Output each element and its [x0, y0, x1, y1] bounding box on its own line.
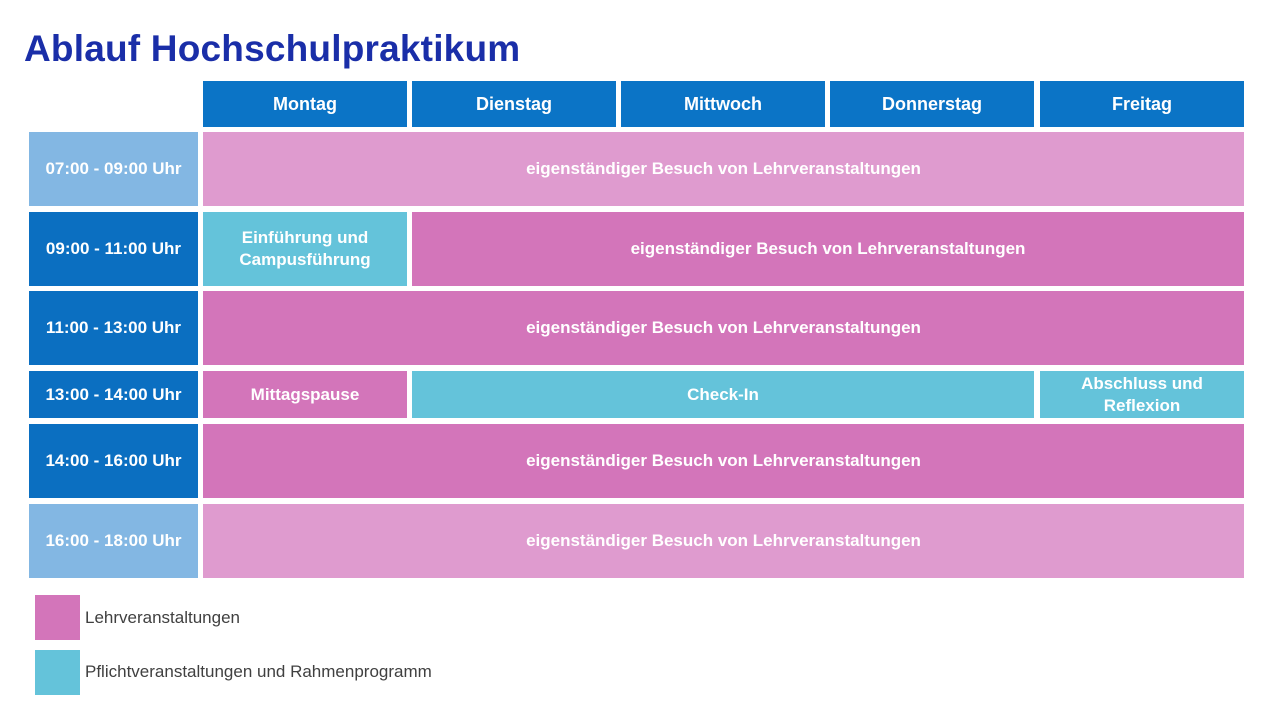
- event-lunch-break: Mittagspause: [203, 371, 407, 418]
- time-slot-1300: 13:00 - 14:00 Uhr: [29, 371, 198, 418]
- event-self-study-1100: eigenständiger Besuch von Lehrveranstaltungen: [203, 291, 1244, 365]
- legend-label-pflichtveranstaltungen: Pflichtveranstaltungen und Rahmenprogramm: [85, 662, 432, 681]
- day-header-mittwoch: Mittwoch: [621, 81, 825, 127]
- event-closing-reflection: Abschluss und Reflexion: [1040, 371, 1244, 418]
- time-slot-0900: 09:00 - 11:00 Uhr: [29, 212, 198, 286]
- event-self-study-0700: eigenständiger Besuch von Lehrveranstaltungen: [203, 132, 1244, 206]
- event-self-study-1600: eigenständiger Besuch von Lehrveranstaltungen: [203, 504, 1244, 578]
- day-header-freitag: Freitag: [1040, 81, 1244, 127]
- page-title: Ablauf Hochschulpraktikum: [24, 28, 521, 69]
- event-check-in: Check-In: [412, 371, 1034, 418]
- time-slot-0700: 07:00 - 09:00 Uhr: [29, 132, 198, 206]
- event-self-study-1400: eigenständiger Besuch von Lehrveranstaltungen: [203, 424, 1244, 498]
- legend-label-lehrveranstaltungen: Lehrveranstaltungen: [85, 608, 241, 627]
- event-introduction-campus-tour: Einführung und Campusführung: [203, 212, 407, 286]
- time-slot-1100: 11:00 - 13:00 Uhr: [29, 291, 198, 365]
- legend-swatch-pflichtveranstaltungen: [35, 650, 80, 695]
- time-slot-1600: 16:00 - 18:00 Uhr: [29, 504, 198, 578]
- day-header-dienstag: Dienstag: [412, 81, 616, 127]
- event-self-study-0900: eigenständiger Besuch von Lehrveranstaltungen: [412, 212, 1244, 286]
- day-header-donnerstag: Donnerstag: [830, 81, 1034, 127]
- day-header-montag: Montag: [203, 81, 407, 127]
- legend-swatch-lehrveranstaltungen: [35, 595, 80, 640]
- time-slot-1400: 14:00 - 16:00 Uhr: [29, 424, 198, 498]
